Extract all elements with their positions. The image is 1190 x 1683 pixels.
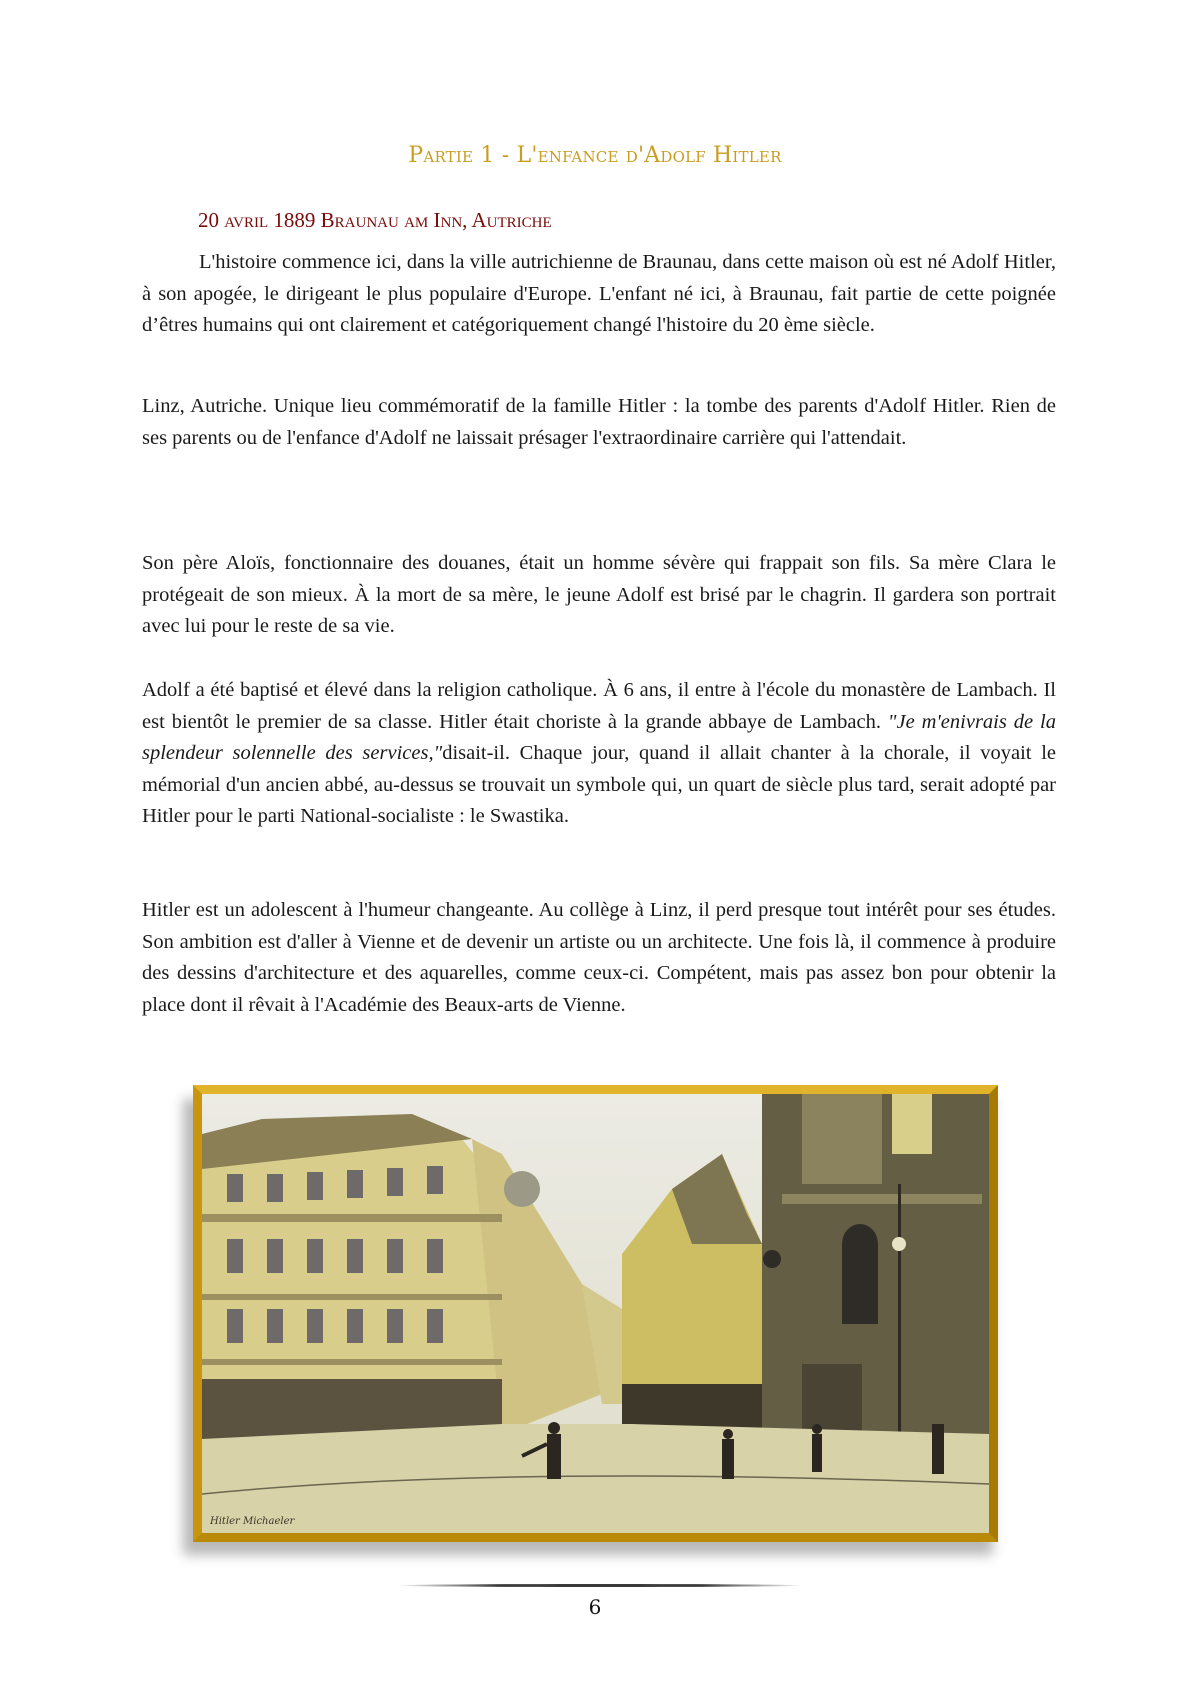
chapter-title: Partie 1 - L'enfance d'Adolf Hitler <box>408 143 782 168</box>
watercolor-painting-vienna-street <box>202 1094 989 1533</box>
paragraph-2: Linz, Autriche. Unique lieu commémoratif de la famille Hitler : la tombe des parents d'Adolf Hitler. Rien de ses parents ou de l'enfance d'Adolf ne laissait présager l'extraordinaire carrière qui l'attendait. <box>142 395 1056 449</box>
quote: "Je m'enivrais de la splendeur solennelle des services," <box>142 710 1056 765</box>
watercolor-painting-frame <box>193 1085 998 1542</box>
paragraph-4-text-before: Adolf a été baptisé et élevé dans la religion catholique. À 6 ans, il entre à l'école du monastère de Lambach. Il est bientôt le premier de sa classe. Hitler était choriste à la grande abbaye de Lambach. <box>142 679 1056 733</box>
paragraph-4 <box>142 675 1056 833</box>
page-number: 6 <box>588 1595 602 1619</box>
painting-signature: Hitler Michaeler <box>210 1516 295 1527</box>
footer-rule <box>395 1584 805 1587</box>
paragraph-3: Son père Aloïs, fonctionnaire des douanes, était un homme sévère qui frappait son fils. Sa mère Clara le protégeait de son mieux. À la mort de sa mère, le jeune Adolf est brisé par le chagrin. Il gardera son portrait avec lui pour le reste de sa vie. <box>142 552 1056 638</box>
paragraph-5: Hitler est un adolescent à l'humeur changeante. Au collège à Linz, il perd presque tout intérêt pour ses études. Son ambition est d'aller à Vienne et de devenir un artiste ou un architecte. Une fois là, il commence à produire des dessins d'architecture et des aquarelles, comme ceux-ci. Compétent, mais pas assez bon pour obtenir la place dont il rêvait à l'Académie des Beaux-arts de Vienne. <box>142 899 1056 1016</box>
paragraph-1: L'histoire commence ici, dans la ville autrichienne de Braunau, dans cette maison où est né Adolf Hitler, à son apogée, le dirigeant le plus populaire d'Europe. L'enfant né ici, à Braunau, fait partie de cette poignée d’êtres humains qui ont clairement et catégoriquement changé l'histoire du 20 ème siècle. <box>142 251 1056 337</box>
section-subtitle: 20 avril 1889 Braunau am Inn, Autriche <box>198 208 552 232</box>
paragraph-4-text-after: disait-il. Chaque jour, quand il allait chanter à la chorale, il voyait le mémorial d'un ancien abbé, au-dessus se trouvait un symbole qui, un quart de siècle plus tard, serait adopté par Hitler pour le parti National-socialiste : le Swastika. <box>142 742 1056 828</box>
